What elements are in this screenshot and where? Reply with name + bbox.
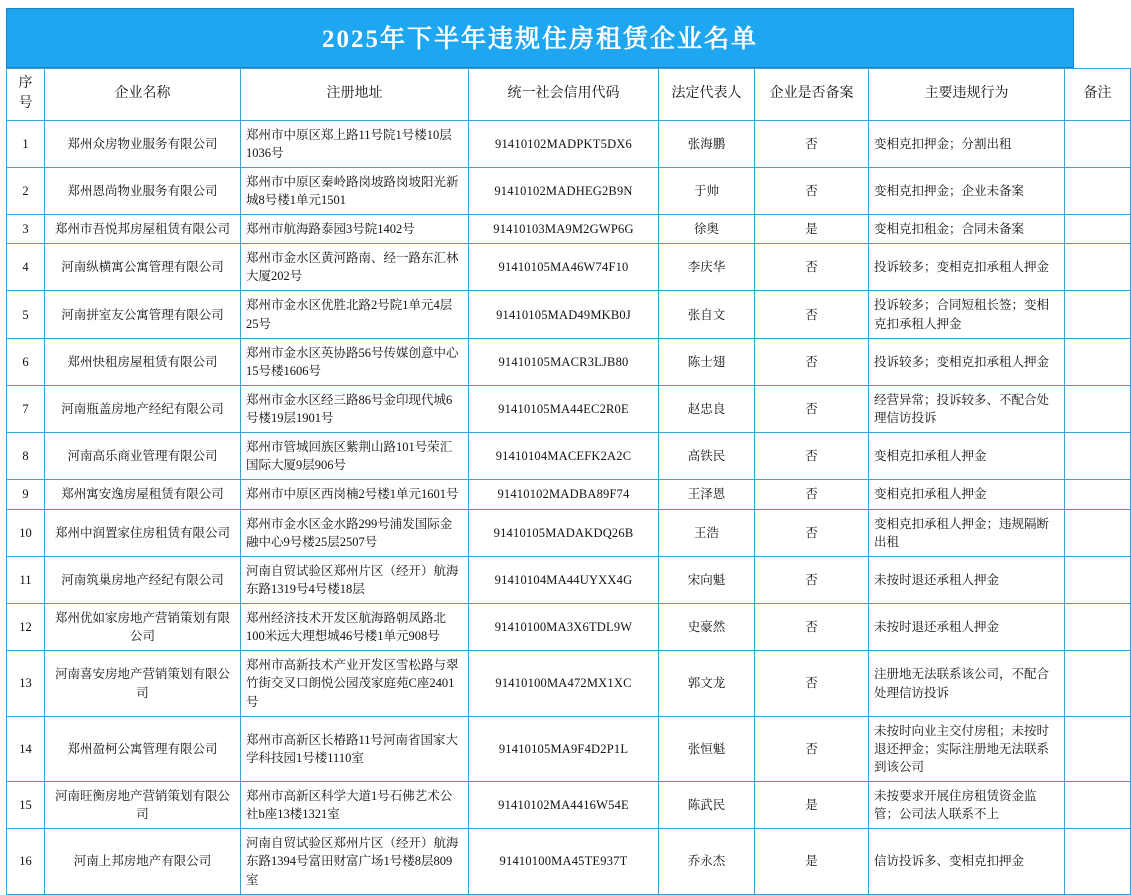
- table-row: [7, 782, 1131, 829]
- cell-company-name: 郑州恩尚物业服务有限公司: [45, 167, 241, 214]
- cell-company-name: 河南高乐商业管理有限公司: [45, 433, 241, 480]
- cell-legal-representative: 李庆华: [659, 244, 755, 291]
- cell-legal-representative: 宋向魁: [659, 556, 755, 603]
- cell-credit-code: 91410100MA45TE937T: [469, 829, 659, 894]
- cell-company-name: 河南上邦房地产有限公司: [45, 829, 241, 894]
- cell-registered-address: 郑州经济技术开发区航海路朝凤路北100米远大理想城46号楼1单元908号: [241, 604, 469, 651]
- cell-registered-address: 郑州市中原区秦岭路岗坡路岗坡阳光新城8号楼1单元1501: [241, 167, 469, 214]
- table-row: [7, 556, 1131, 603]
- cell-legal-representative: 陈士翅: [659, 338, 755, 385]
- table-row: [7, 604, 1131, 651]
- cell-index: 2: [7, 167, 45, 214]
- cell-registered-address: 郑州市金水区经三路86号金印现代城6号楼19层1901号: [241, 385, 469, 432]
- column-header-legal-representative: 法定代表人: [659, 69, 755, 121]
- cell-credit-code: 91410100MA3X6TDL9W: [469, 604, 659, 651]
- cell-company-name: 郑州中润置家住房租赁有限公司: [45, 509, 241, 556]
- cell-legal-representative: 于帅: [659, 167, 755, 214]
- cell-company-name: 河南筑巢房地产经纪有限公司: [45, 556, 241, 603]
- cell-main-violation: 未按时退还承租人押金: [869, 556, 1065, 603]
- cell-index: 4: [7, 244, 45, 291]
- cell-main-violation: 变相克扣承租人押金: [869, 433, 1065, 480]
- column-header-registered-address: 注册地址: [241, 69, 469, 121]
- column-header-index: 序号: [7, 69, 45, 121]
- cell-registered-address: 郑州市中原区西岗楠2号楼1单元1601号: [241, 480, 469, 509]
- cell-main-violation: 投诉较多；变相克扣承租人押金: [869, 244, 1065, 291]
- table-row: [7, 651, 1131, 716]
- cell-registered-address: 郑州市高新区长椿路11号河南省国家大学科技园1号楼1110室: [241, 716, 469, 781]
- cell-company-name: 河南喜安房地产营销策划有限公司: [45, 651, 241, 716]
- cell-legal-representative: 赵忠良: [659, 385, 755, 432]
- cell-credit-code: 91410104MA44UYXX4G: [469, 556, 659, 603]
- cell-filing-status: 否: [755, 604, 869, 651]
- cell-credit-code: 91410102MADPKT5DX6: [469, 120, 659, 167]
- table-row: [7, 480, 1131, 509]
- cell-filing-status: 否: [755, 433, 869, 480]
- cell-legal-representative: 乔永杰: [659, 829, 755, 894]
- cell-credit-code: 91410102MADHEG2B9N: [469, 167, 659, 214]
- cell-filing-status: 否: [755, 651, 869, 716]
- cell-company-name: 郑州盈柯公寓管理有限公司: [45, 716, 241, 781]
- cell-credit-code: 91410100MA472MX1XC: [469, 651, 659, 716]
- cell-legal-representative: 王泽恩: [659, 480, 755, 509]
- cell-credit-code: 91410105MA9F4D2P1L: [469, 716, 659, 781]
- cell-filing-status: 是: [755, 829, 869, 894]
- cell-company-name: 河南纵横寓公寓管理有限公司: [45, 244, 241, 291]
- cell-remark: [1065, 167, 1131, 214]
- cell-main-violation: 信访投诉多、变相克扣押金: [869, 829, 1065, 894]
- cell-index: 12: [7, 604, 45, 651]
- table-row: [7, 215, 1131, 244]
- cell-remark: [1065, 385, 1131, 432]
- cell-filing-status: 否: [755, 120, 869, 167]
- cell-registered-address: 郑州市管城回族区紫荆山路101号荣汇国际大厦9层906号: [241, 433, 469, 480]
- cell-index: 8: [7, 433, 45, 480]
- column-header-credit-code: 统一社会信用代码: [469, 69, 659, 121]
- cell-legal-representative: 张海鹏: [659, 120, 755, 167]
- cell-remark: [1065, 556, 1131, 603]
- cell-company-name: 河南拼室友公寓管理有限公司: [45, 291, 241, 338]
- cell-company-name: 郑州寓安逸房屋租赁有限公司: [45, 480, 241, 509]
- cell-main-violation: 变相克扣押金；企业未备案: [869, 167, 1065, 214]
- cell-filing-status: 否: [755, 167, 869, 214]
- cell-filing-status: 否: [755, 716, 869, 781]
- cell-remark: [1065, 244, 1131, 291]
- table-row: [7, 385, 1131, 432]
- cell-main-violation: 未按要求开展住房租赁资金监管；公司法人联系不上: [869, 782, 1065, 829]
- cell-filing-status: 否: [755, 385, 869, 432]
- cell-main-violation: 未按时退还承租人押金: [869, 604, 1065, 651]
- cell-filing-status: 否: [755, 338, 869, 385]
- cell-filing-status: 否: [755, 556, 869, 603]
- cell-remark: [1065, 509, 1131, 556]
- cell-registered-address: 河南自贸试验区郑州片区（经开）航海东路1394号富田财富广场1号楼8层809室: [241, 829, 469, 894]
- cell-registered-address: 河南自贸试验区郑州片区（经开）航海东路1319号4号楼18层: [241, 556, 469, 603]
- cell-registered-address: 郑州市航海路泰园3号院1402号: [241, 215, 469, 244]
- cell-index: 10: [7, 509, 45, 556]
- table-row: [7, 120, 1131, 167]
- cell-company-name: 河南瓶盖房地产经纪有限公司: [45, 385, 241, 432]
- cell-main-violation: 注册地无法联系该公司，不配合处理信访投诉: [869, 651, 1065, 716]
- cell-main-violation: 投诉较多；合同短租长签；变相克扣承租人押金: [869, 291, 1065, 338]
- cell-remark: [1065, 291, 1131, 338]
- cell-remark: [1065, 829, 1131, 894]
- page-title: 2025年下半年违规住房租赁企业名单: [321, 26, 758, 53]
- cell-main-violation: 变相克扣押金；分割出租: [869, 120, 1065, 167]
- cell-registered-address: 郑州市金水区优胜北路2号院1单元4层25号: [241, 291, 469, 338]
- column-header-remark: 备注: [1065, 69, 1131, 121]
- table-header: [7, 69, 1131, 121]
- cell-credit-code: 91410102MADBA89F74: [469, 480, 659, 509]
- cell-legal-representative: 王浩: [659, 509, 755, 556]
- table-row: [7, 509, 1131, 556]
- cell-index: 5: [7, 291, 45, 338]
- cell-legal-representative: 陈武民: [659, 782, 755, 829]
- cell-registered-address: 郑州市中原区郑上路11号院1号楼10层1036号: [241, 120, 469, 167]
- table-row: [7, 167, 1131, 214]
- cell-registered-address: 郑州市金水区英协路56号传媒创意中心15号楼1606号: [241, 338, 469, 385]
- cell-credit-code: 91410105MACR3LJB80: [469, 338, 659, 385]
- cell-filing-status: 是: [755, 215, 869, 244]
- table-row: [7, 338, 1131, 385]
- cell-index: 14: [7, 716, 45, 781]
- cell-index: 13: [7, 651, 45, 716]
- table-row: [7, 433, 1131, 480]
- cell-credit-code: 91410105MA46W74F10: [469, 244, 659, 291]
- cell-remark: [1065, 480, 1131, 509]
- cell-legal-representative: 高铁民: [659, 433, 755, 480]
- cell-registered-address: 郑州市金水区金水路299号浦发国际金融中心9号楼25层2507号: [241, 509, 469, 556]
- cell-legal-representative: 郭文龙: [659, 651, 755, 716]
- cell-filing-status: 否: [755, 291, 869, 338]
- cell-main-violation: 投诉较多；变相克扣承租人押金: [869, 338, 1065, 385]
- cell-company-name: 河南旺衡房地产营销策划有限公司: [45, 782, 241, 829]
- cell-main-violation: 未按时向业主交付房租；未按时退还押金；实际注册地无法联系到该公司: [869, 716, 1065, 781]
- cell-credit-code: 91410105MA44EC2R0E: [469, 385, 659, 432]
- cell-remark: [1065, 338, 1131, 385]
- cell-legal-representative: 徐奥: [659, 215, 755, 244]
- column-header-filing-status: 企业是否备案: [755, 69, 869, 121]
- cell-index: 7: [7, 385, 45, 432]
- cell-main-violation: 变相克扣租金；合同未备案: [869, 215, 1065, 244]
- cell-filing-status: 是: [755, 782, 869, 829]
- cell-company-name: 郑州快租房屋租赁有限公司: [45, 338, 241, 385]
- cell-company-name: 郑州众房物业服务有限公司: [45, 120, 241, 167]
- table-body: [7, 120, 1131, 894]
- cell-index: 3: [7, 215, 45, 244]
- cell-main-violation: 变相克扣承租人押金: [869, 480, 1065, 509]
- cell-remark: [1065, 716, 1131, 781]
- cell-index: 15: [7, 782, 45, 829]
- cell-company-name: 郑州优如家房地产营销策划有限公司: [45, 604, 241, 651]
- table-row: [7, 829, 1131, 894]
- cell-index: 16: [7, 829, 45, 894]
- table-header-row: [7, 69, 1131, 121]
- cell-main-violation: 经营异常；投诉较多、不配合处理信访投诉: [869, 385, 1065, 432]
- cell-filing-status: 否: [755, 480, 869, 509]
- cell-credit-code: 91410103MA9M2GWP6G: [469, 215, 659, 244]
- cell-legal-representative: 张恒魁: [659, 716, 755, 781]
- cell-index: 1: [7, 120, 45, 167]
- cell-main-violation: 变相克扣承租人押金；违规隔断出租: [869, 509, 1065, 556]
- table-row: [7, 716, 1131, 781]
- cell-credit-code: 91410104MACEFK2A2C: [469, 433, 659, 480]
- table-row: [7, 291, 1131, 338]
- cell-index: 6: [7, 338, 45, 385]
- column-header-company-name: 企业名称: [45, 69, 241, 121]
- cell-company-name: 郑州市吾悦邦房屋租赁有限公司: [45, 215, 241, 244]
- cell-index: 9: [7, 480, 45, 509]
- cell-registered-address: 郑州市高新区科学大道1号石佛艺术公社b座13楼1321室: [241, 782, 469, 829]
- cell-credit-code: 91410102MA4416W54E: [469, 782, 659, 829]
- cell-registered-address: 郑州市金水区黄河路南、经一路东汇林大厦202号: [241, 244, 469, 291]
- cell-credit-code: 91410105MADAKDQ26B: [469, 509, 659, 556]
- cell-index: 11: [7, 556, 45, 603]
- cell-remark: [1065, 215, 1131, 244]
- cell-remark: [1065, 782, 1131, 829]
- cell-remark: [1065, 433, 1131, 480]
- cell-filing-status: 否: [755, 244, 869, 291]
- cell-legal-representative: 史豪然: [659, 604, 755, 651]
- column-header-main-violation: 主要违规行为: [869, 69, 1065, 121]
- cell-remark: [1065, 651, 1131, 716]
- table-row: [7, 244, 1131, 291]
- cell-credit-code: 91410105MAD49MKB0J: [469, 291, 659, 338]
- cell-filing-status: 否: [755, 509, 869, 556]
- cell-remark: [1065, 604, 1131, 651]
- cell-legal-representative: 张自文: [659, 291, 755, 338]
- cell-remark: [1065, 120, 1131, 167]
- document-title-bar: [6, 8, 1074, 68]
- violation-companies-table: [6, 68, 1131, 895]
- cell-registered-address: 郑州市高新技术产业开发区雪松路与翠竹街交叉口朗悦公园茂家庭苑C座2401号: [241, 651, 469, 716]
